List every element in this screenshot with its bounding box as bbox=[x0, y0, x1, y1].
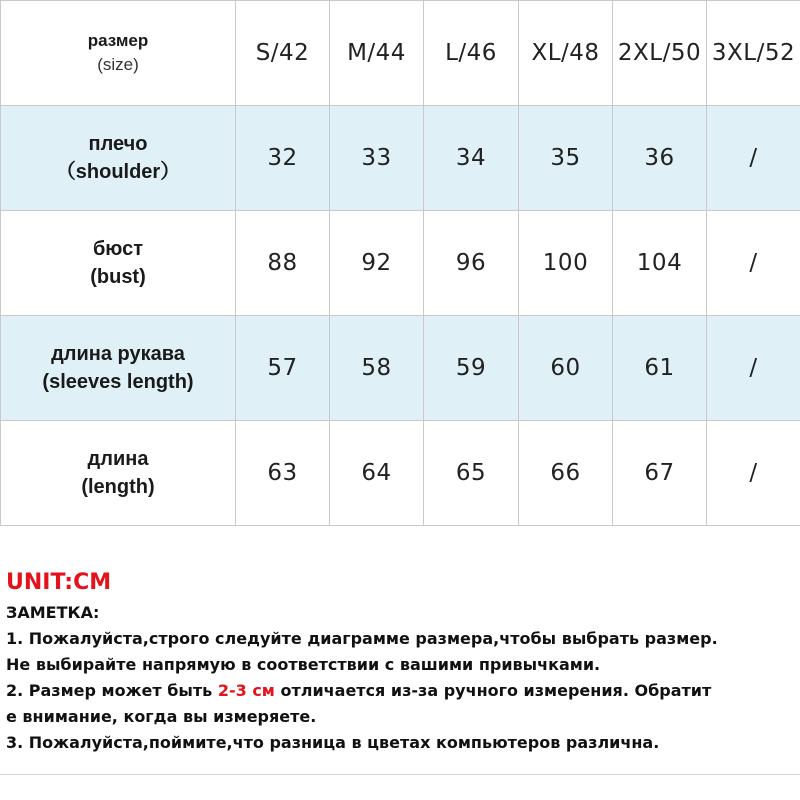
note-line-2: Не выбирайте напрямую в соответствии с вашими привычками. bbox=[6, 655, 601, 674]
table-cell: 67 bbox=[613, 421, 707, 526]
table-cell: 65 bbox=[424, 421, 519, 526]
note-line-3-end: отличается из-за ручного измерения. Обратит bbox=[274, 681, 712, 700]
row-label-en: （shoulder） bbox=[55, 161, 181, 183]
row-label-ru: плечо bbox=[88, 133, 148, 155]
table-cell: 60 bbox=[519, 316, 613, 421]
row-label bbox=[1, 211, 236, 316]
size-label-en: (size) bbox=[97, 55, 139, 74]
table-cell: 32 bbox=[236, 106, 330, 211]
size-header-cell: M/44 bbox=[330, 1, 424, 106]
row-label-en: (length) bbox=[81, 476, 155, 498]
row-label bbox=[1, 421, 236, 526]
table-cell: / bbox=[707, 421, 800, 526]
row-label-en: (bust) bbox=[90, 266, 146, 288]
table-cell: 100 bbox=[519, 211, 613, 316]
bottom-divider bbox=[0, 774, 800, 775]
note-line-4: е внимание, когда вы измеряете. bbox=[6, 707, 317, 726]
note-line-3 bbox=[6, 678, 796, 704]
table-row-shoulder bbox=[1, 106, 800, 211]
row-label bbox=[1, 316, 236, 421]
table-cell: 35 bbox=[519, 106, 613, 211]
notes-heading: ЗАМЕТКА: bbox=[6, 603, 100, 622]
size-header-cell: 3XL/52 bbox=[707, 1, 800, 106]
table-cell: 33 bbox=[330, 106, 424, 211]
table-cell: 66 bbox=[519, 421, 613, 526]
table-cell: 104 bbox=[613, 211, 707, 316]
row-label-ru: длина bbox=[87, 448, 149, 470]
note-line-1: 1. Пожалуйста,строго следуйте диаграмме размера,чтобы выбрать размер. bbox=[6, 629, 718, 648]
row-label-en: (sleeves length) bbox=[42, 371, 194, 393]
table-cell: 58 bbox=[330, 316, 424, 421]
table-row-length bbox=[1, 421, 800, 526]
row-label-ru: бюст bbox=[92, 238, 144, 260]
row-label bbox=[1, 106, 236, 211]
size-header-cell: 2XL/50 bbox=[613, 1, 707, 106]
row-label-ru: длина рукава bbox=[51, 343, 185, 365]
table-cell: 36 bbox=[613, 106, 707, 211]
note-line-5: 3. Пожалуйста,поймите,что разница в цветах компьютеров различна. bbox=[6, 733, 660, 752]
table-row-bust bbox=[1, 211, 800, 316]
table-cell: / bbox=[707, 316, 800, 421]
table-cell: 34 bbox=[424, 106, 519, 211]
note-tolerance-highlight: 2-3 см bbox=[217, 681, 275, 700]
size-header-cell: XL/48 bbox=[519, 1, 613, 106]
size-header-row bbox=[1, 1, 800, 106]
table-cell: 63 bbox=[236, 421, 330, 526]
table-cell: 61 bbox=[613, 316, 707, 421]
size-header-label bbox=[1, 1, 236, 106]
size-header-cell: S/42 bbox=[236, 1, 330, 106]
table-cell: 96 bbox=[424, 211, 519, 316]
table-cell: 64 bbox=[330, 421, 424, 526]
table-cell: 92 bbox=[330, 211, 424, 316]
notes-section bbox=[6, 566, 796, 756]
unit-label: UNIT:CM bbox=[6, 570, 112, 595]
size-label-ru: размер bbox=[87, 31, 149, 50]
table-cell: / bbox=[707, 106, 800, 211]
size-header-cell: L/46 bbox=[424, 1, 519, 106]
table-cell: 59 bbox=[424, 316, 519, 421]
table-cell: / bbox=[707, 211, 800, 316]
note-line-3-start: 2. Размер может быть bbox=[6, 681, 218, 700]
table-cell: 88 bbox=[236, 211, 330, 316]
table-cell: 57 bbox=[236, 316, 330, 421]
table-row-sleeves-length bbox=[1, 316, 800, 421]
